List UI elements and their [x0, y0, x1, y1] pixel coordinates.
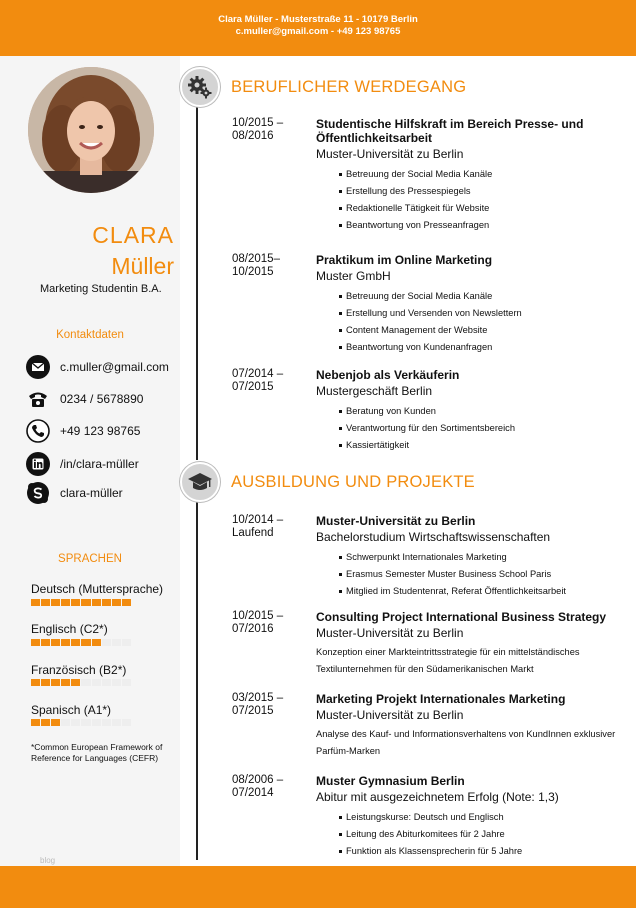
languages-heading: SPRACHEN	[58, 553, 122, 565]
graduation-cap-icon	[180, 462, 220, 502]
list-item: Mitglied im Studentenrat, Referat Öffentlichkeitsarbeit	[346, 583, 632, 600]
gears-icon	[180, 67, 220, 107]
education-entry	[232, 692, 632, 760]
language-level-segment	[41, 639, 50, 646]
entry-organization: Muster GmbH	[316, 269, 391, 283]
language-level-segment	[71, 639, 80, 646]
language-name: Englisch (C2*)	[31, 622, 108, 636]
language-level-bar	[31, 639, 131, 646]
entry-title: Praktikum im Online Marketing	[316, 253, 493, 267]
list-item: Erstellung des Pressespiegels	[346, 183, 632, 200]
language-name: Deutsch (Muttersprache)	[31, 582, 164, 596]
language-level-segment	[122, 599, 131, 606]
linkedin-icon	[26, 452, 50, 476]
header-bar	[0, 0, 636, 56]
language-level-segment	[61, 639, 70, 646]
entry-date: 10/2015 – 08/2016	[232, 117, 284, 142]
list-item: Betreuung der Social Media Kanäle	[346, 288, 632, 305]
entry-date: 10/2014 – Laufend	[232, 514, 284, 539]
email-icon	[26, 355, 50, 379]
career-entry	[232, 368, 632, 454]
language-level-segment	[112, 719, 121, 726]
entry-bullets	[316, 288, 632, 356]
contact-text: c.muller@gmail.com	[60, 360, 169, 374]
entry-organization: Muster-Universität zu Berlin	[316, 626, 464, 640]
contact-telephone[interactable]	[26, 387, 143, 411]
telephone-icon	[26, 387, 50, 411]
entry-description: Analyse des Kauf- und Informationsverhaltens von KundInnen exklusiver Parfüm-Marken	[316, 729, 616, 756]
entry-organization: Bachelorstudium Wirtschaftswissenschaften	[316, 530, 551, 544]
entry-title: Studentische Hilfskraft im Bereich Presse- und Öffentlichkeitsarbeit	[316, 117, 584, 145]
education-entry	[232, 774, 632, 860]
list-item: Erstellung und Versenden von Newslettern	[346, 305, 632, 322]
list-item: Erasmus Semester Muster Business School Paris	[346, 566, 632, 583]
language-level-segment	[102, 679, 111, 686]
education-entry	[232, 610, 632, 678]
contact-linkedin[interactable]	[26, 452, 139, 476]
cefr-footnote: *Common European Framework of Reference for Languages (CEFR)	[31, 742, 163, 763]
list-item: Beratung von Kunden	[346, 403, 632, 420]
timeline-line	[196, 102, 198, 460]
profile-photo	[28, 67, 154, 193]
contact-skype[interactable]	[26, 481, 123, 505]
language-level-segment	[92, 679, 101, 686]
language-level-bar	[31, 599, 131, 606]
language-level-segment	[61, 719, 70, 726]
list-item: Content Management der Website	[346, 322, 632, 339]
language-level-segment	[102, 719, 111, 726]
contact-text: clara-müller	[60, 486, 123, 500]
entry-organization: Muster-Universität zu Berlin	[316, 147, 464, 161]
language-level-segment	[81, 679, 90, 686]
skype-icon	[26, 481, 50, 505]
language-level-segment	[81, 639, 90, 646]
language-level-segment	[41, 679, 50, 686]
language-level-segment	[71, 679, 80, 686]
entry-bullets	[316, 403, 632, 454]
list-item: Leistungskurse: Deutsch und Englisch	[346, 809, 632, 826]
language-level-segment	[71, 719, 80, 726]
language-level-segment	[92, 599, 101, 606]
language-level-segment	[71, 599, 80, 606]
entry-date: 07/2014 – 07/2015	[232, 368, 284, 393]
career-section-title: BERUFLICHER WERDEGANG	[231, 78, 467, 96]
language-level-segment	[122, 639, 131, 646]
language-level-segment	[81, 599, 90, 606]
entry-title: Nebenjob als Verkäuferin	[316, 368, 460, 382]
entry-organization: Abitur mit ausgezeichnetem Erfolg (Note: 1,3)	[316, 790, 559, 804]
entry-description: Konzeption einer Markteintrittsstrategie für ein mittelständisches Textilunternehmen für den Südamerikanischen Markt	[316, 647, 580, 674]
language-level-segment	[31, 719, 40, 726]
job-subtitle: Marketing Studentin B.A.	[40, 283, 162, 295]
language-level-segment	[31, 599, 40, 606]
entry-organization: Mustergeschäft Berlin	[316, 384, 433, 398]
language-level-segment	[112, 599, 121, 606]
footer-bar	[0, 866, 636, 908]
entry-date: 08/2006 – 07/2014	[232, 774, 284, 799]
list-item: Beantwortung von Presseanfragen	[346, 217, 632, 234]
language-level-segment	[31, 679, 40, 686]
language-level-segment	[122, 679, 131, 686]
education-entry	[232, 514, 632, 600]
language-level-segment	[81, 719, 90, 726]
entry-date: 10/2015 – 07/2016	[232, 610, 284, 635]
list-item: Beantwortung von Kundenanfragen	[346, 339, 632, 356]
language-level-bar	[31, 719, 131, 726]
header-contact: c.muller@gmail.com - +49 123 98765	[235, 26, 401, 37]
language-level-segment	[41, 599, 50, 606]
language-level-segment	[51, 679, 60, 686]
list-item: Verantwortung für den Sortimentsbereich	[346, 420, 632, 437]
phone-icon	[26, 419, 50, 443]
entry-title: Muster-Universität zu Berlin	[316, 514, 476, 528]
language-level-segment	[102, 639, 111, 646]
first-name: CLARA	[92, 222, 174, 248]
language-name: Französisch (B2*)	[31, 663, 127, 677]
language-level-segment	[41, 719, 50, 726]
entry-title: Muster Gymnasium Berlin	[316, 774, 465, 788]
language-level-segment	[102, 599, 111, 606]
language-level-segment	[31, 639, 40, 646]
contact-email[interactable]	[26, 355, 169, 379]
entry-bullets	[316, 809, 632, 860]
list-item: Leitung des Abiturkomitees für 2 Jahre	[346, 826, 632, 843]
list-item: Redaktionelle Tätigkeit für Website	[346, 200, 632, 217]
language-level-segment	[51, 599, 60, 606]
language-level-bar	[31, 679, 131, 686]
language-level-segment	[92, 719, 101, 726]
entry-bullets	[316, 549, 632, 600]
list-item: Schwerpunkt Internationales Marketing	[346, 549, 632, 566]
contact-text: /in/clara-müller	[60, 457, 139, 471]
language-level-segment	[112, 679, 121, 686]
watermark: blog	[40, 856, 56, 865]
list-item: Kassiertätigkeit	[346, 437, 632, 454]
language-level-segment	[122, 719, 131, 726]
contact-phone[interactable]	[26, 419, 140, 443]
contact-text: 0234 / 5678890	[60, 392, 144, 406]
language-level-segment	[51, 639, 60, 646]
career-entry	[232, 117, 632, 234]
timeline-line	[196, 498, 198, 860]
entry-title: Marketing Projekt Internationales Marketing	[316, 692, 566, 706]
language-level-segment	[51, 719, 60, 726]
career-entry	[232, 253, 632, 356]
contact-heading: Kontaktdaten	[56, 329, 124, 341]
list-item: Funktion als Klassensprecherin für 5 Jahre	[346, 843, 632, 860]
entry-date: 03/2015 – 07/2015	[232, 692, 284, 717]
education-section-title: AUSBILDUNG UND PROJEKTE	[231, 473, 475, 491]
contact-text: +49 123 98765	[60, 424, 141, 438]
last-name: Müller	[111, 253, 174, 279]
entry-date: 08/2015– 10/2015	[232, 253, 280, 278]
language-name: Spanisch (A1*)	[31, 703, 112, 717]
language-level-segment	[92, 639, 101, 646]
entry-bullets	[316, 166, 632, 234]
language-level-segment	[61, 599, 70, 606]
entry-title: Consulting Project International Business Strategy	[316, 610, 607, 624]
header-address: Clara Müller - Musterstraße 11 - 10179 Berlin	[218, 14, 418, 25]
language-level-segment	[112, 639, 121, 646]
entry-organization: Muster-Universität zu Berlin	[316, 708, 464, 722]
list-item: Betreuung der Social Media Kanäle	[346, 166, 632, 183]
language-level-segment	[61, 679, 70, 686]
